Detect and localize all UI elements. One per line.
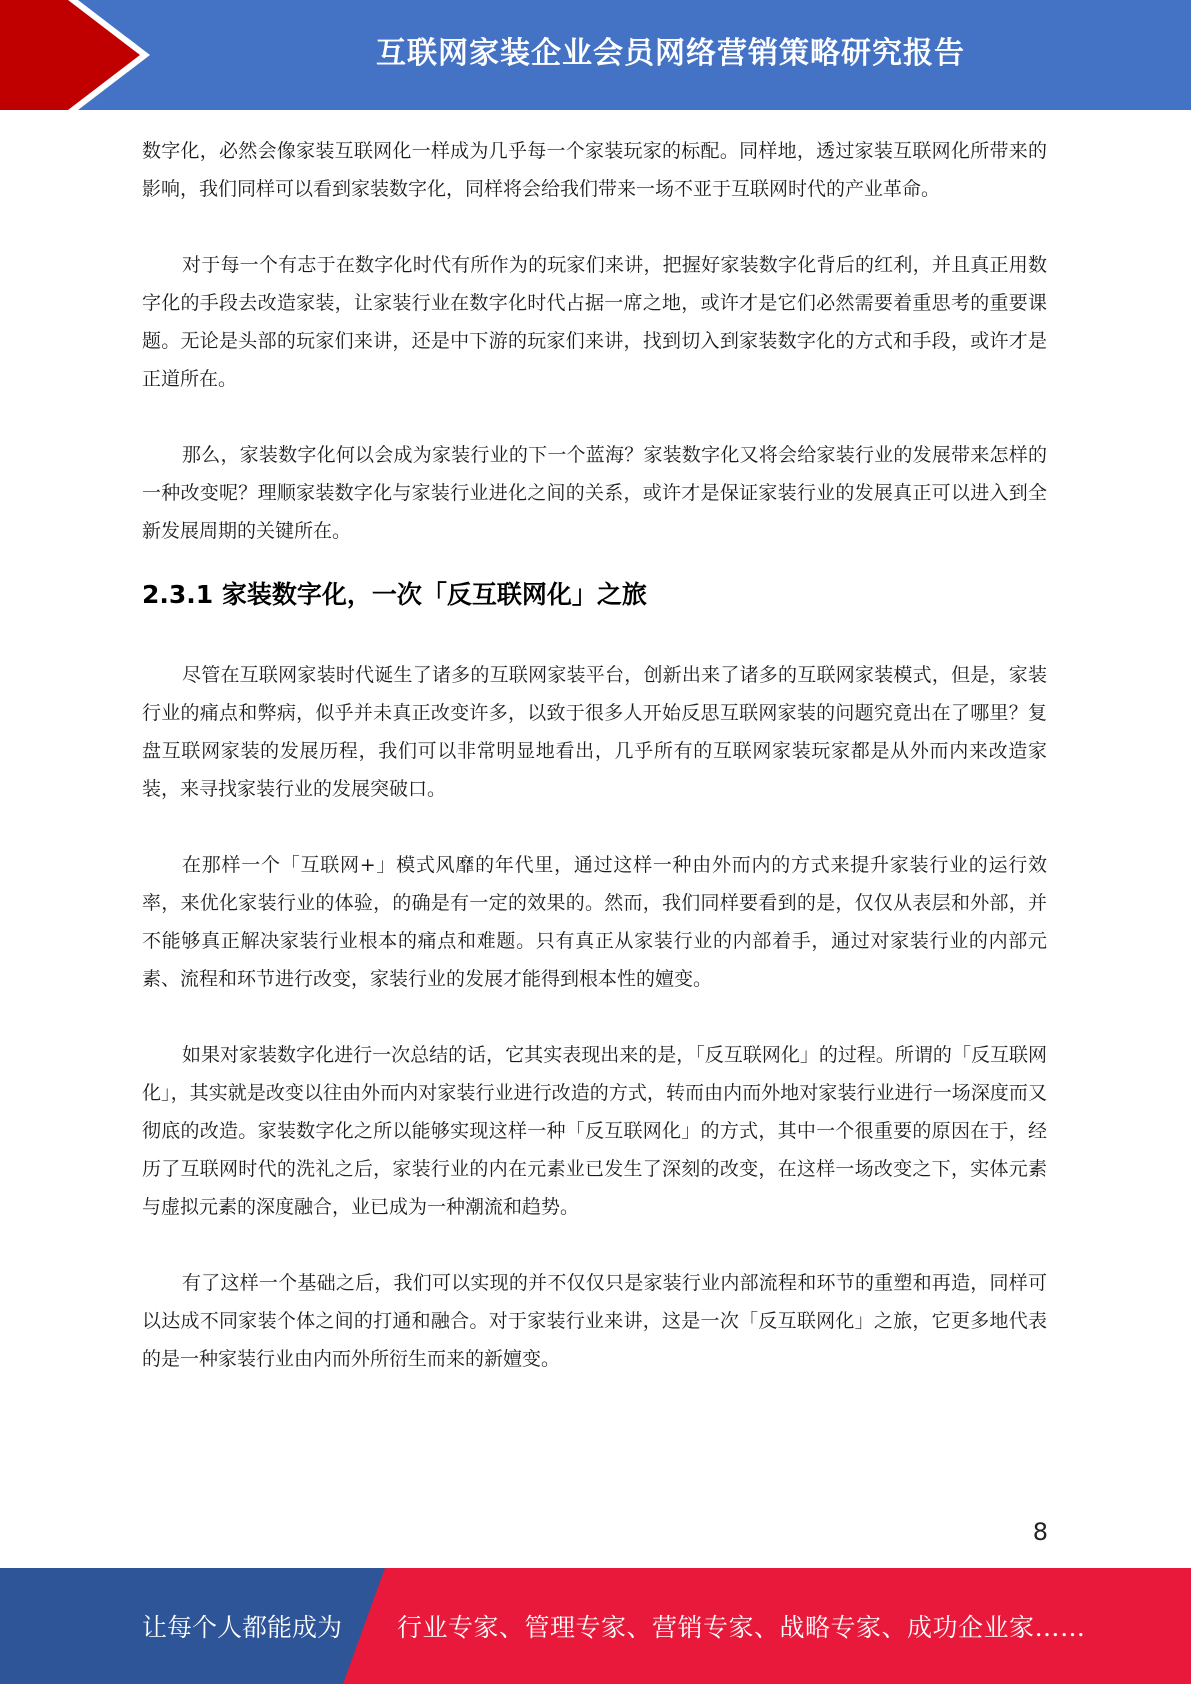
page-header [0, 0, 1191, 110]
paragraph-4: 尽管在互联网家装时代诞生了诸多的互联网家装平台，创新出来了诸多的互联网家装模式，但是，家装行业的痛点和弊病，似乎并未真正改变许多，以致于很多人开始反思互联网家装的问题究竟出在了哪里？复盘互联网家装的发展历程，我们可以非常明显地看出，几乎所有的互联网家装玩家都是从外而内来改造家装，来寻找家装行业的发展突破口。 [142, 664, 1047, 800]
footer-slogan-right: 行业专家、管理专家、营销专家、战略专家、成功企业家…… [397, 1613, 1086, 1642]
paragraph-6: 如果对家装数字化进行一次总结的话，它其实表现出来的是，「反互联网化」的过程。所谓的「反互联网化」，其实就是改变以往由外而内对家装行业进行改造的方式，转而由内而外地对家装行业进行一场深度而又彻底的改造。家装数字化之所以能够实现这样一种「反互联网化」的方式，其中一个很重要的原因在于，经历了互联网时代的洗礼之后，家装行业的内在元素业已发生了深刻的改变，在这样一场改变之下，实体元素与虚拟元素的深度融合，业已成为一种潮流和趋势。 [142, 1044, 1047, 1218]
report-title: 互联网家装企业会员网络营销策略研究报告 [376, 36, 965, 71]
page-footer [0, 1568, 1191, 1684]
paragraph-7: 有了这样一个基础之后，我们可以实现的并不仅仅只是家装行业内部流程和环节的重塑和再造，同样可以达成不同家装个体之间的打通和融合。对于家装行业来讲，这是一次「反互联网化」之旅，它更多地代表的是一种家装行业由内而外所衍生而来的新嬗变。 [142, 1272, 1047, 1370]
paragraph-1: 数字化，必然会像家装互联网化一样成为几乎每一个家装玩家的标配。同样地，透过家装互联网化所带来的影响，我们同样可以看到家装数字化，同样将会给我们带来一场不亚于互联网时代的产业革命。 [142, 140, 1047, 200]
paragraph-5: 在那样一个「互联网+」模式风靡的年代里，通过这样一种由外而内的方式来提升家装行业的运行效率，来优化家装行业的体验，的确是有一定的效果的。然而，我们同样要看到的是，仅仅从表层和外部，并不能够真正解决家装行业根本的痛点和难题。只有真正从家装行业的内部着手，通过对家装行业的内部元素、流程和环节进行改变，家装行业的发展才能得到根本性的嬗变。 [142, 854, 1047, 990]
paragraph-2: 对于每一个有志于在数字化时代有所作为的玩家们来讲，把握好家装数字化背后的红利，并且真正用数字化的手段去改造家装，让家装行业在数字化时代占据一席之地，或许才是它们必然需要着重思考的重要课题。无论是头部的玩家们来讲，还是中下游的玩家们来讲，找到切入到家装数字化的方式和手段，或许才是正道所在。 [142, 254, 1047, 390]
page-content [142, 132, 1047, 1378]
paragraph-3: 那么，家装数字化何以会成为家装行业的下一个蓝海？家装数字化又将会给家装行业的发展带来怎样的一种改变呢？理顺家装数字化与家装行业进化之间的关系，或许才是保证家装行业的发展真正可以进入到全新发展周期的关键所在。 [142, 444, 1047, 542]
header-chevron-red [0, 0, 140, 110]
section-heading: 2.3.1 家装数字化，一次「反互联网化」之旅 [142, 580, 647, 609]
footer-slogan-left: 让每个人都能成为 [142, 1613, 343, 1642]
page-number: 8 [1032, 1518, 1048, 1546]
